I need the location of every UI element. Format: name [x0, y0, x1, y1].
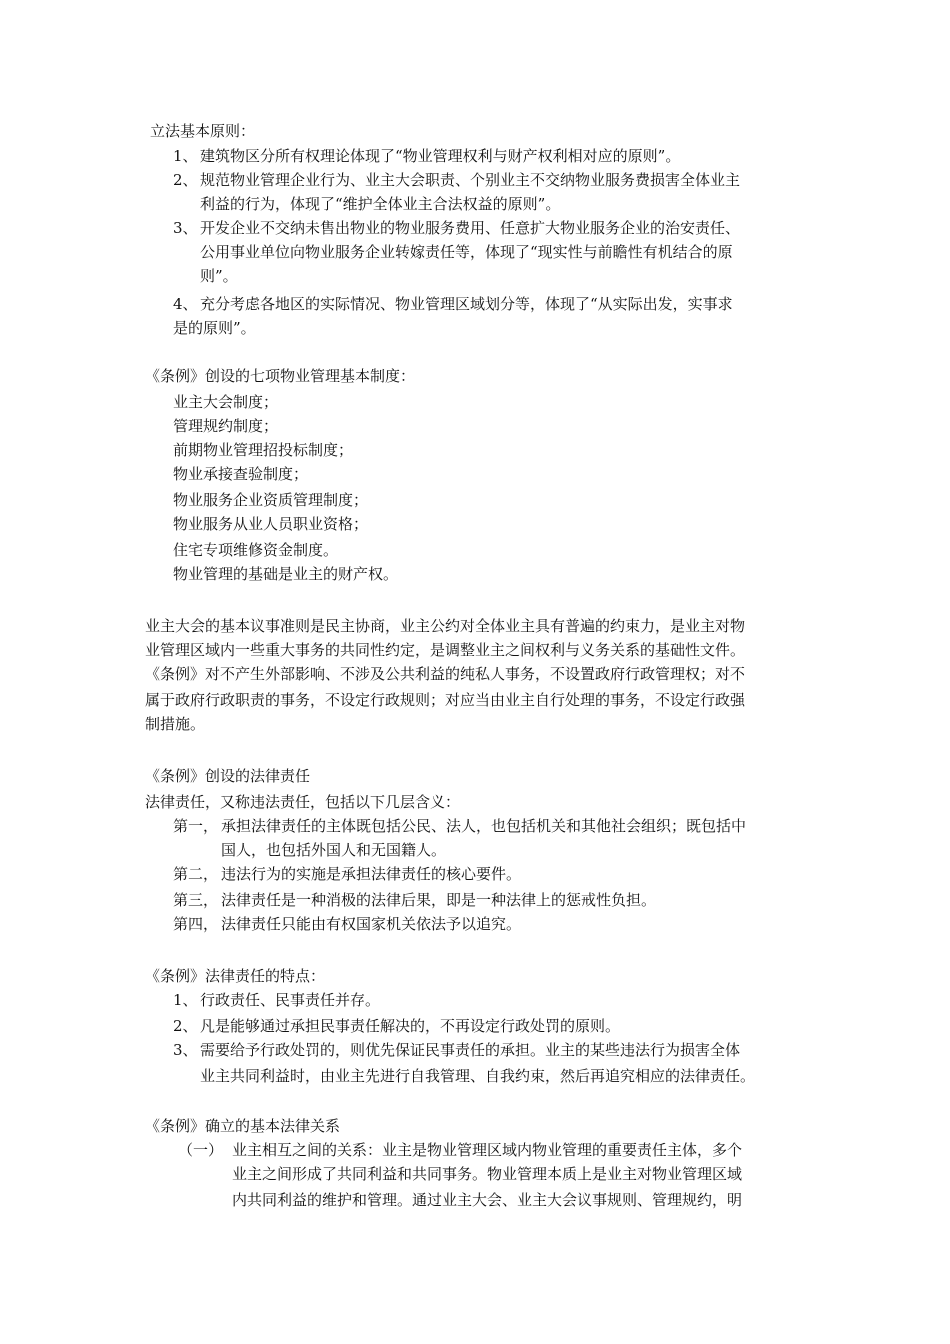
liability-4-line-1: 法律责任只能由有权国家机关依法予以追究。 — [221, 915, 522, 933]
liability-intro: 法律责任，又称违法责任，包括以下几层含义： — [145, 793, 461, 811]
principle-3-line-2: 公用事业单位向物业服务企业转嫁责任等，体现了“现实性与前瞻性有机结合的原 — [200, 243, 733, 261]
system-item-6: 物业服务从业人员职业资格； — [173, 515, 369, 533]
principle-4-line-1: 充分考虑各地区的实际情况、物业管理区域划分等，体现了“从实际出发，实事求 — [200, 295, 733, 313]
feature-2-num: 2、 — [173, 1017, 198, 1035]
feature-3-line-2: 业主共同利益时，由业主先进行自我管理、自我约束，然后再追究相应的法律责任。 — [200, 1067, 756, 1085]
liability-3-line-1: 法律责任是一种消极的法律后果，即是一种法律上的惩戒性负担。 — [221, 891, 657, 909]
liability-1-line-2: 国人，也包括外国人和无国籍人。 — [221, 841, 447, 859]
principle-1-num: 1、 — [173, 147, 198, 165]
relation-1-line-2: 业主之间形成了共同利益和共同事务。物业管理本质上是业主对物业管理区域 — [232, 1165, 743, 1183]
principle-4-line-2: 是的原则”。 — [173, 319, 256, 337]
principle-2-num: 2、 — [173, 171, 198, 189]
principle-2-line-1: 规范物业管理企业行为、业主大会职责、个别业主不交纳物业服务费损害全体业主 — [200, 171, 741, 189]
paragraph-line-3: 《条例》对不产生外部影响、不涉及公共利益的纯私人事务，不设置政府行政管理权；对不 — [145, 665, 746, 683]
systems-heading: 《条例》创设的七项物业管理基本制度： — [145, 367, 416, 385]
liability-1-num: 第一， — [173, 817, 219, 835]
paragraph-line-2: 业管理区域内一些重大事务的共同性约定，是调整业主之间权利与义务关系的基础性文件。 — [145, 641, 746, 659]
relation-1-num: （一） — [178, 1141, 224, 1159]
principle-3-num: 3、 — [173, 219, 198, 237]
feature-2-line-1: 凡是能够通过承担民事责任解决的，不再设定行政处罚的原则。 — [200, 1017, 621, 1035]
feature-1-line-1: 行政责任、民事责任并存。 — [200, 991, 381, 1009]
liability-2-num: 第二， — [173, 865, 219, 883]
system-item-1: 业主大会制度； — [173, 393, 279, 411]
liability-3-num: 第三， — [173, 891, 219, 909]
paragraph-line-4: 属于政府行政职责的事务，不设定行政规则；对应当由业主自行处理的事务，不设定行政强 — [145, 691, 746, 709]
principle-3-line-1: 开发企业不交纳未售出物业的物业服务费用、任意扩大物业服务企业的治安责任、 — [200, 219, 741, 237]
system-item-5: 物业服务企业资质管理制度； — [173, 491, 369, 509]
feature-3-line-1: 需要给予行政处罚的，则优先保证民事责任的承担。业主的某些违法行为损害全体 — [200, 1041, 741, 1059]
liability-4-num: 第四， — [173, 915, 219, 933]
principle-2-line-2: 利益的行为，体现了“维护全体业主合法权益的原则”。 — [200, 195, 561, 213]
system-item-2: 管理规约制度； — [173, 417, 279, 435]
system-item-7: 住宅专项维修资金制度。 — [173, 541, 339, 559]
relation-1-line-1: 业主相互之间的关系：业主是物业管理区域内物业管理的重要责任主体，多个 — [232, 1141, 743, 1159]
feature-3-num: 3、 — [173, 1041, 198, 1059]
relations-heading: 《条例》确立的基本法律关系 — [145, 1117, 341, 1135]
system-item-8: 物业管理的基础是业主的财产权。 — [173, 565, 399, 583]
liability-2-line-1: 违法行为的实施是承担法律责任的核心要件。 — [221, 865, 522, 883]
paragraph-line-1: 业主大会的基本议事准则是民主协商，业主公约对全体业主具有普遍的约束力，是业主对物 — [145, 617, 746, 635]
system-item-3: 前期物业管理招投标制度； — [173, 441, 354, 459]
relation-1-line-3: 内共同利益的维护和管理。通过业主大会、业主大会议事规则、管理规约，明 — [232, 1191, 743, 1209]
principle-4-num: 4、 — [173, 295, 198, 313]
features-heading: 《条例》法律责任的特点： — [145, 967, 326, 985]
principle-3-line-3: 则”。 — [200, 267, 238, 285]
liability-heading: 《条例》创设的法律责任 — [145, 767, 311, 785]
system-item-4: 物业承接查验制度； — [173, 465, 309, 483]
liability-1-line-1: 承担法律责任的主体既包括公民、法人，也包括机关和其他社会组织；既包括中 — [221, 817, 747, 835]
principles-heading: 立法基本原则： — [150, 122, 256, 140]
feature-1-num: 1、 — [173, 991, 198, 1009]
paragraph-line-5: 制措施。 — [145, 715, 206, 733]
principle-1-line-1: 建筑物区分所有权理论体现了“物业管理权利与财产权利相对应的原则”。 — [200, 147, 681, 165]
